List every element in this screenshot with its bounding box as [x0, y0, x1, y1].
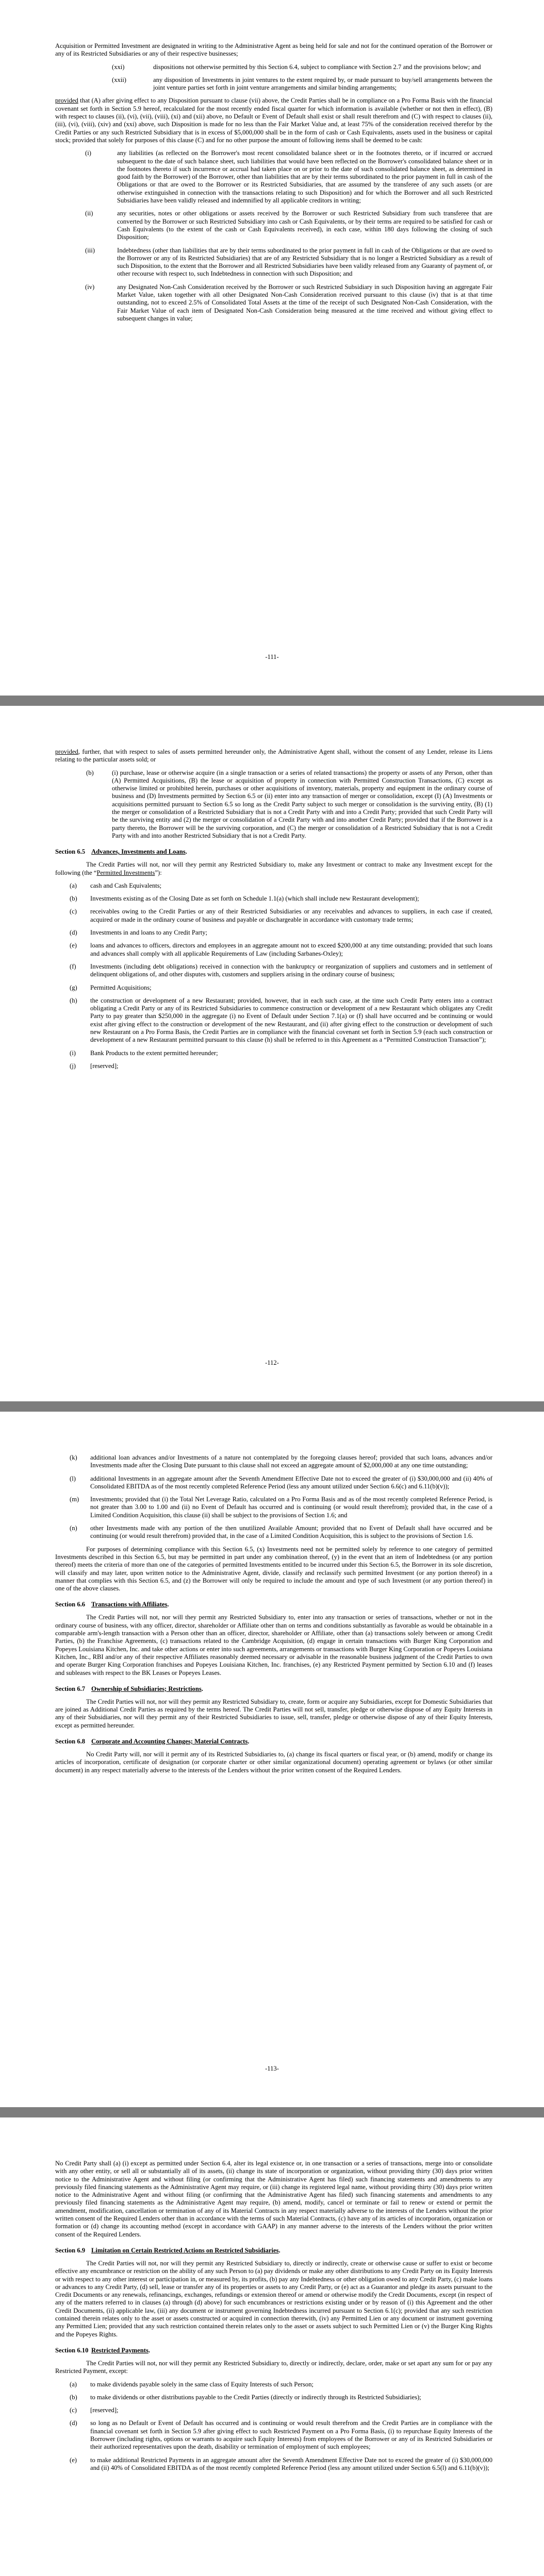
- item-label: (n): [70, 1524, 77, 1532]
- item-label: (d): [70, 929, 77, 937]
- list-item: [55, 247, 492, 278]
- section-6-8-continuation: No Credit Party shall (a) (i) except as permitted under Section 6.4, alter its legal existence or, in one transaction or a series of transactions, merge into or consolidate with any other entity, or sell all or substantially all of its assets, (ii) change its state of incorporation or organization, without providing thirty (30) days prior written notice to the Administrative Agent and without filing (or confirming that the Administrative Agent has filed) such financing statements and amendments to any previously filed financing statements as the Administrative Agent may require, or (iii) change its registered legal name, without providing thirty (30) days prior written notice to the Administrative Agent and without filing (or confirming that the Administrative Agent has filed) such financing statements and amendments to any previously filed financing statements as the Administrative Agent may require, (b) amend, modify, cancel or terminate or fail to renew or extend or permit the amendment, modification, cancellation or termination of any of its Material Contracts in any respect materially adverse to the interests of the Lenders without the prior written consent of the Required Lenders other than in accordance with the terms of such Material Contracts, (c) have any of its articles of incorporation, organization or formation or (d) change its accounting method (except in accordance with GAAP) in any manner adverse to the interests of the Lenders without the prior written consent of the Required Lenders.: [55, 2160, 492, 2238]
- item-text: additional Investments in an aggregate amount after the Seventh Amendment Effective Date not to exceed the greater of (i) $30,000,000 and (ii) 40% of Consolidated EBITDA as of the most recently completed Reference Period (less any amount utilized under Section 6.6(c) and 6.11(b)(v));: [90, 1475, 492, 1490]
- list-item: [55, 2394, 492, 2401]
- list-item: [55, 1454, 492, 1470]
- page-number: -111-: [265, 653, 279, 660]
- item-text: to make dividends payable solely in the same class of Equity Interests of such Person;: [90, 2380, 314, 2388]
- page-number: -113-: [265, 2065, 279, 2072]
- item-label: (j): [70, 1062, 76, 1070]
- item-text: [reserved];: [90, 1062, 119, 1070]
- list-item: [55, 1524, 492, 1540]
- item-label: (e): [70, 942, 77, 950]
- clause-xxii: [55, 76, 492, 92]
- list-item: [55, 149, 492, 205]
- item-label: (m): [70, 1496, 79, 1503]
- item-text: so long as no Default or Event of Default has occurred and is continuing or would result therefrom and the Credit Parties are in compliance with the financial covenant set forth in Section 5.9 after giving effect to such Restricted Payment on a Pro Forma Basis, (i) to repurchase Equity Interests of the Borrower (including rights, options or warrants to acquire such Equity Interests) from employees of the Borrower or any of its Restricted Subsidiaries or their authorized representatives upon the death, disability or termination of employment of such employees;: [90, 2419, 492, 2451]
- list-item: [55, 1062, 492, 1070]
- item-label: (e): [70, 2456, 77, 2464]
- section-6-8-heading: Section 6.8 Corporate and Accounting Changes; Material Contracts.: [55, 1738, 250, 1745]
- item-label: (iv): [85, 283, 95, 291]
- list-item: [55, 1475, 492, 1491]
- item-label: (a): [70, 882, 77, 889]
- list-item: [55, 984, 492, 992]
- list-item: [55, 895, 492, 903]
- list-item: [55, 2419, 492, 2451]
- item-label: (h): [70, 996, 77, 1004]
- clause-xxi: [55, 63, 492, 71]
- item-text: additional loan advances and/or Investments of a nature not contemplated by the foregoing clauses hereof; provided that such loans, advances and/or Investments made after the Closing Date pursuant to this clause shall not exceed an aggregate amount of $2,000,000 at any one time outstanding;: [90, 1454, 492, 1469]
- item-text: to make additional Restricted Payments in an aggregate amount after the Seventh Amendment Effective Date not to exceed the greater of (i) $30,000,000 and (ii) 40% of Consolidated EBITDA as of the most recently completed Reference Period (less any amount utilized under Section 6.5(l) and 6.11(b)(v));: [90, 2456, 492, 2471]
- section-6-10-heading: Section 6.10 Restricted Payments.: [55, 2346, 151, 2354]
- item-label: (k): [70, 1454, 77, 1461]
- item-label: (a): [70, 2380, 77, 2388]
- item-text: any liabilities (as reflected on the Borrower's most recent consolidated balance sheet or in the footnotes thereto, or if incurred or accrued subsequent to the date of such balance sheet, such liabilities that would have been reflected on the Borrower's consolidated balance sheet or in the footnotes thereto if such incurrence or accrual had taken place on or prior to the date of such consolidated balance sheet, as determined in good faith by the Borrower) of the Borrower, other than liabilities that are by their terms subordinated to the prior payment in full in cash of the Obligations or that are owed to the Borrower or its Restricted Subsidiaries, that are assumed by the transferee of any such assets (or are otherwise extinguished in connection with the transactions relating to such Disposition) and for which the Borrower and all such Restricted Subsidiaries have been validly released and indemnified by all applicable creditors in writing;: [117, 149, 492, 205]
- continuation-paragraph: Acquisition or Permitted Investment are designated in writing to the Administrative Agent as being held for sale and not for the continued operation of the Borrower or any of its Restricted Subsidiaries or any of their respective businesses;: [55, 42, 492, 58]
- item-text: Investments existing as of the Closing Date as set forth on Schedule 1.1(a) (which shall include new Restaurant development);: [90, 895, 419, 903]
- item-text: any securities, notes or other obligations or assets received by the Borrower or such Restricted Subsidiary from such transferee that are converted by the Borrower or such Restricted Subsidiary into cash or Cash Equivalents, or by their terms are required to be satisfied for cash or Cash Equivalents (to the extent of the cash or Cash Equivalents received), in each case, within 180 days following the closing of such Disposition;: [117, 210, 492, 241]
- item-label: (c): [70, 908, 77, 916]
- item-text: other Investments made with any portion of the then unutilized Available Amount; provided that no Event of Default shall have occurred and be continuing (or would result therefrom) provided that, in the case of a Limited Condition Acquisition, this is subject to the provisions of Section 1.6.: [90, 1524, 492, 1540]
- item-label: (b): [70, 2393, 77, 2401]
- section-6-5-tail: For purposes of determining compliance with this Section 6.5, (x) Investments need not be permitted solely by reference to one category of permitted Investments described in this Section 6.5, but may be permitted in part under any combination thereof, (y) in the event that an item of Indebtedness (or any portion thereof) meets the criteria of more than one of the categories of permitted Investments entitled to be incurred under this Section 6.5, the Borrower in its sole discretion, will classify and may later, upon written notice to the Administrative Agent, divide, classify and reclassify such permitted Investment (or any portion thereof) in a manner that complies with this Section 6.5, and (z) the Borrower will only be required to include the amount and type of such Investment (or any portion thereof) in one of the above clauses.: [55, 1545, 492, 1592]
- list-item: [55, 2456, 492, 2472]
- item-text: [reserved];: [90, 2406, 119, 2414]
- clause-text: (i) purchase, lease or otherwise acquire (in a single transaction or a series of related transactions) the property or assets of any Person, other than (A) Permitted Acquisitions, (B) the lease or acquisition of property in connection with Permitted Construction Transactions, (C) except as otherwise limited or prohibited herein, purchases or other acquisitions of inventory, materials, property and equipment in the ordinary course of business and (D) Investments permitted by Section 6.5 or (ii) enter into any transaction of merger or consolidation, except (I) (A) Investments or acquisitions permitted pursuant to Section 6.5 so long as the Credit Party subject to such merger or consolidation is the surviving entity, (B) (1) the merger or consolidation of a Restricted Subsidiary that is not a Credit Party with and into a Credit Party; provided that such Credit Party will be the surviving entity and (2) the merger or consolidation of a Credit Party with and into another Credit Party; provided that if the Borrower is a party thereto, the Borrower will be the surviving corporation, and (C) the merger or consolidation of a Restricted Subsidiary that is not a Credit Party with and into another Restricted Subsidiary that is not a Credit Party.: [112, 769, 492, 839]
- item-label: (iii): [85, 246, 95, 254]
- list-item: [55, 1049, 492, 1057]
- list-item: [55, 882, 492, 890]
- page-number: -112-: [265, 1359, 279, 1366]
- item-label: (g): [70, 984, 77, 991]
- list-item: [55, 210, 492, 241]
- proviso-further: provided, further, that with respect to sales of assets permitted hereunder only, the Administrative Agent shall, without the consent of any Lender, release its Liens relating to the particular assets sold; or: [55, 748, 492, 764]
- permitted-investments-list-cont: [55, 1454, 492, 1540]
- item-text: Bank Products to the extent permitted hereunder;: [90, 1049, 218, 1057]
- clause-label: (b): [86, 769, 94, 776]
- section-6-5-intro: The Credit Parties will not, nor will they permit any Restricted Subsidiary to, make any Investment or contract to make any Investment except for the following (the “Permitted Investments”):: [55, 861, 492, 876]
- proviso-paragraph: provided that (A) after giving effect to any Disposition pursuant to clause (vii) above, the Credit Parties shall be in compliance on a Pro Forma Basis with the financial covenant set forth in Section 5.9 hereof, recalculated for the most recently ended fiscal quarter for which information is available (whether or not then in effect), (B) with respect to clauses (ii), (vi), (vii), (viii), (xi) and (xii) above, no Default or Event of Default shall exist or shall result therefrom and (C) with respect to clauses (ii), (iii), (vi), (viii), (xiv) and (xxi) above, such Disposition is made for no less than the Fair Market Value and, at least 75% of the consideration received therefor by the Credit Parties or any such Restricted Subsidiary that is in excess of $5,000,000 shall be in the form of cash or Cash Equivalents, assets used in the business or capital stock; provided that solely for purposes of this clause (C) and for no other purpose the amount of following items shall be deemed to be cash:: [55, 97, 492, 144]
- item-label: (l): [70, 1475, 76, 1482]
- item-label: (ii): [85, 210, 93, 217]
- list-item: [55, 908, 492, 924]
- item-text: Investments in and loans to any Credit Party;: [90, 929, 208, 937]
- section-6-9-heading: Section 6.9 Limitation on Certain Restricted Actions on Restricted Subsidiaries.: [55, 2246, 281, 2254]
- section-6-10-text: The Credit Parties will not, nor will they permit any Restricted Subsidiary to, directly or indirectly, declare, order, make or set apart any sum for or pay any Restricted Payment, except:: [55, 2359, 492, 2375]
- page-113: [0, 1412, 544, 2107]
- item-text: Indebtedness (other than liabilities that are by their terms subordinated to the prior payment in full in cash of the Obligations or that are owed to the Borrower or any of its Restricted Subsidiaries) that are of any Restricted Subsidiary that is no longer a Restricted Subsidiary as a result of such Disposition, to the extent that the Borrower and all Restricted Subsidiaries have been validly released from any Guaranty of payment of, or other recourse with respect to, such Indebtedness in connection with such Disposition; and: [117, 246, 492, 278]
- section-6-7-text: The Credit Parties will not, nor will they permit any Restricted Subsidiary to, create, form or acquire any Subsidiaries, except for Domestic Subsidiaries that are joined as Additional Credit Parties as required by the terms hereof. The Credit Parties will not sell, transfer, pledge or otherwise dispose of any Equity Interests in any of their Subsidiaries, nor will they permit any of their Restricted Subsidiaries to issue, sell, transfer, pledge or otherwise dispose of any of their Equity Interests, except as permitted hereunder.: [55, 1698, 492, 1729]
- list-item: [55, 2406, 492, 2414]
- section-6-8-text: No Credit Party will, nor will it permit any of its Restricted Subsidiaries to, (a) change its fiscal quarters or fiscal year, or (b) amend, modify or change its articles of incorporation, certificate of designation (or corporate charter or other similar organizational document) operating agreement or bylaws (or other similar document) in any respect materially adverse to the interests of the Lenders without the prior written consent of the Required Lenders.: [55, 1751, 492, 1774]
- item-text: the construction or development of a new Restaurant; provided, however, that in each such case, at the time such Credit Party enters into a contract obligating a Credit Party or any of its Restricted Subsidiaries to commence construction or development of a new Restaurant which obligates any Credit Party to pay greater than $250,000 in the aggregate (i) no Event of Default under Section 7.1(a) or (f) shall have occurred and be continuing or would exist after giving effect to the construction or development of the new Restaurant, and (ii) after giving effect to the construction or development of such new Restaurant on a Pro Forma Basis, the Credit Parties are in compliance with the financial covenant set forth in Section 5.9 (each such construction or development of a new Restaurant permitted pursuant to this clause (h) shall be referred to in this Agreement as a “Permitted Construction Transaction”);: [90, 996, 492, 1044]
- item-label: (d): [70, 2419, 77, 2427]
- item-text: Permitted Acquisitions;: [90, 984, 152, 991]
- list-item: [55, 2381, 492, 2388]
- item-text: receivables owing to the Credit Parties or any of their Restricted Subsidiaries or any receivables and advances to suppliers, in each case if created, acquired or made in the ordinary course of business and payable or dischargeable in accordance with customary trade terms;: [90, 908, 492, 923]
- clause-label: (xxi): [112, 63, 125, 71]
- list-item: [55, 283, 492, 323]
- item-label: (c): [70, 2406, 77, 2414]
- section-6-9-text: The Credit Parties will not, nor will they permit any Restricted Subsidiary to, directly or indirectly, create or otherwise cause or suffer to exist or become effective any encumbrance or restriction on the ability of any such Person to (a) pay dividends or make any other distributions to any Credit Party on its Equity Interests or with respect to any other interest or participation in, or measured by, its profits, (b) pay any Indebtedness or other obligation owed to any Credit Party, (c) make loans or advances to any Credit Party, (d) sell, lease or transfer any of its properties or assets to any Credit Party, or (e) act as a Guarantor and pledge its assets pursuant to the Credit Documents or any renewals, refinancings, exchanges, refundings or extension thereof or amend or otherwise modify the Credit Documents, except (in respect of any of the matters referred to in clauses (a) through (d) above) for such encumbrances or restrictions existing under or by reason of (i) this Agreement and the other Credit Documents, (ii) applicable law, (iii) any document or instrument governing Indebtedness incurred pursuant to Section 6.1(c); provided that any such restriction contained therein relates only to the asset or assets constructed or acquired in connection therewith, (iv) any Permitted Lien or any document or instrument governing any Permitted Lien; provided that any such restriction contained therein relates only to the asset or assets subject to such Permitted Lien or (v) the Burger King Rights and the Popeyes Rights.: [55, 2259, 492, 2338]
- item-text: Investments; provided that (i) the Total Net Leverage Ratio, calculated on a Pro Forma Basis and as of the most recently completed Reference Period, is not greater than 3.00 to 1.00 and (ii) no Event of Default has occurred and is continuing (or would result therefrom); provided that, in the case of a Limited Condition Acquisition, this clause (ii) shall be subject to the provisions of Section 1.6; and: [90, 1496, 492, 1519]
- section-6-5-heading: Section 6.5 Advances, Investments and Loans.: [55, 848, 187, 856]
- item-text: Investments (including debt obligations) received in connection with the bankruptcy or reorganization of suppliers and customers and in settlement of delinquent obligations of, and other disputes with, customers and suppliers arising in the ordinary course of business;: [90, 962, 492, 978]
- list-item: [55, 942, 492, 958]
- clause-text: any disposition of Investments in joint ventures to the extent required by, or made pursuant to buy/sell arrangements between the joint venture parties set forth in joint venture arrangements and similar binding arrangements;: [153, 76, 492, 92]
- item-text: any Designated Non-Cash Consideration received by the Borrower or such Restricted Subsidiary in such Disposition having an aggregate Fair Market Value, taken together with all other Designated Non-Cash Consideration received pursuant to this clause (iv) that is at that time outstanding, not to exceed 2.5% of Consolidated Total Assets at the time of the receipt of such Designated Non-Cash Consideration, with the Fair Market Value of each item of Designated Non-Cash Consideration being measured at the time received and without giving effect to subsequent changes in value;: [117, 283, 492, 322]
- item-label: (b): [70, 895, 77, 903]
- item-label: (f): [70, 962, 76, 970]
- section-6-7-heading: Section 6.7 Ownership of Subsidiaries; Restrictions.: [55, 1685, 203, 1692]
- item-label: (i): [70, 1049, 76, 1057]
- page-112: [0, 706, 544, 1401]
- section-6-6-heading: Section 6.6 Transactions with Affiliates.: [55, 1601, 169, 1608]
- permitted-investments-list: [55, 882, 492, 1070]
- restricted-payments-list: [55, 2381, 492, 2472]
- page-114: [0, 2117, 544, 2576]
- list-item: [55, 929, 492, 937]
- section-6-6-text: The Credit Parties will not, nor will they permit any Restricted Subsidiary to, enter into any transaction or series of transactions, whether or not in the ordinary course of business, with any officer, director, shareholder or Affiliate other than on terms and conditions substantially as favorable as would be obtainable in a comparable arm's-length transaction with a Person other than an officer, director, shareholder or Affiliate, other than (a) transactions solely between or among Credit Parties, (b) the Franchise Agreements, (c) transactions related to the Cambridge Acquisition, (d) engage in certain transactions with Burger King Corporation and Popeyes Louisiana Kitchen, Inc. and take other actions or enter into such agreements, arrangements or transactions with Burger King Corporation or Popeyes Louisiana Kitchen, Inc., RBI and/or any of their respective Affiliates reasonably deemed necessary or advisable in the reasonable business judgment of the Credit Parties to own and operate Burger King Corporation franchises and Popeyes Louisiana Kitchen, Inc. franchises, (e) any Restricted Payment permitted by Section 6.10 and (f) leases and subleases with respect to the BK Leases or Popeyes Leases.: [55, 1614, 492, 1676]
- item-label: (i): [85, 149, 91, 157]
- list-item: [55, 963, 492, 979]
- item-text: to make dividends or other distributions payable to the Credit Parties (directly or indirectly through its Restricted Subsidiaries);: [90, 2393, 421, 2401]
- page-111: [0, 0, 544, 696]
- list-item: [55, 1496, 492, 1519]
- item-text: cash and Cash Equivalents;: [90, 882, 162, 889]
- clause-b: [55, 769, 492, 840]
- item-text: loans and advances to officers, directors and employees in an aggregate amount not to exceed $200,000 at any time outstanding; provided that such loans and advances shall comply with all applicable Requirements of Law (including Sarbanes-Oxley);: [90, 942, 492, 957]
- list-item: [55, 997, 492, 1044]
- clause-label: (xxii): [112, 76, 126, 83]
- deemed-cash-list: [55, 149, 492, 323]
- clause-text: dispositions not otherwise permitted by this Section 6.4, subject to compliance with Section 2.7 and the provisions below; and: [153, 63, 481, 71]
